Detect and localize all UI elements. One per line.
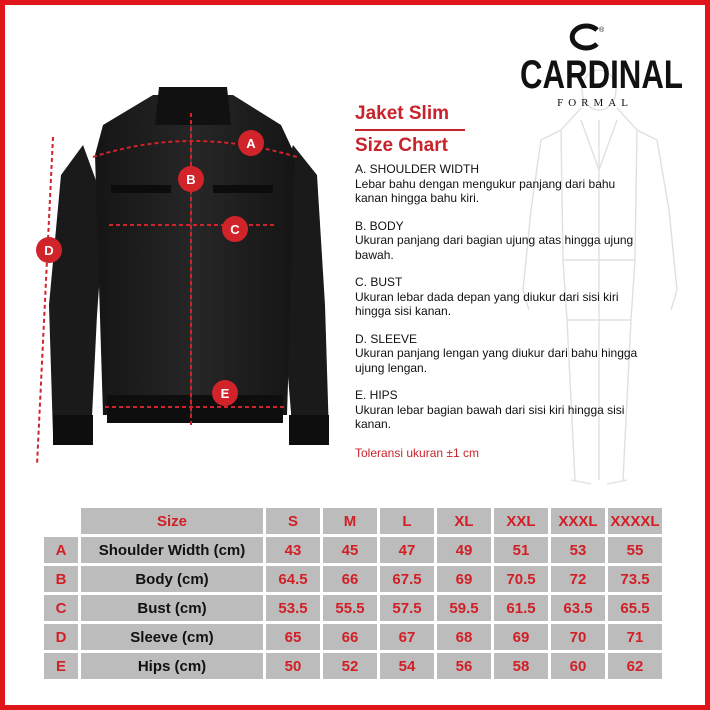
table-cell: 57.5 <box>380 595 434 621</box>
marker-c <box>222 216 248 242</box>
header-size: Size <box>81 508 263 534</box>
table-cell: 62 <box>608 653 662 679</box>
table-row <box>44 566 662 592</box>
table-cell: 50 <box>266 653 320 679</box>
row-label: Bust (cm) <box>81 595 263 621</box>
brand-subtitle: FORMAL <box>557 97 633 109</box>
title-divider <box>355 129 465 131</box>
desc-body <box>355 219 645 263</box>
table-cell: 55 <box>608 537 662 563</box>
table-cell: 64.5 <box>266 566 320 592</box>
desc-text: Ukuran panjang dari bagian ujung atas hingga ujung bawah. <box>355 233 634 262</box>
svg-text:C: C <box>230 222 240 237</box>
table-row <box>44 595 662 621</box>
header-l: L <box>380 508 434 534</box>
jacket-collar <box>155 87 231 125</box>
desc-heading: E. HIPS <box>355 388 398 402</box>
table-cell: 54 <box>380 653 434 679</box>
table-cell: 58 <box>494 653 548 679</box>
marker-e <box>212 380 238 406</box>
table-row <box>44 624 662 650</box>
table-cell: 51 <box>494 537 548 563</box>
chart-titles <box>355 103 465 157</box>
row-label: Sleeve (cm) <box>81 624 263 650</box>
table-cell: 55.5 <box>323 595 377 621</box>
desc-sleeve <box>355 332 645 376</box>
desc-text: Ukuran panjang lengan yang diukur dari bahu hingga ujung lengan. <box>355 346 638 375</box>
svg-text:®: ® <box>599 27 605 34</box>
table-cell: 56 <box>437 653 491 679</box>
row-letter: C <box>44 595 78 621</box>
header-xl: XL <box>437 508 491 534</box>
header-blank-cell <box>44 508 78 534</box>
desc-hips <box>355 388 645 432</box>
marker-d <box>36 237 62 263</box>
measurement-descriptions <box>355 162 645 445</box>
table-cell: 61.5 <box>494 595 548 621</box>
svg-text:B: B <box>186 172 196 187</box>
table-cell: 65.5 <box>608 595 662 621</box>
desc-text: Ukuran lebar dada depan yang diukur dari sisi kiri hingga sisi kanan. <box>355 289 619 318</box>
table-cell: 65 <box>266 624 320 650</box>
table-cell: 59.5 <box>437 595 491 621</box>
table-cell: 52 <box>323 653 377 679</box>
cardinal-c-mark-icon <box>565 23 605 51</box>
table-cell: 66 <box>323 566 377 592</box>
row-label: Hips (cm) <box>81 653 263 679</box>
product-title: Jaket Slim <box>355 103 449 124</box>
size-table <box>41 505 665 682</box>
table-cell: 70.5 <box>494 566 548 592</box>
table-cell: 47 <box>380 537 434 563</box>
table-cell: 69 <box>494 624 548 650</box>
header-xxl: XXL <box>494 508 548 534</box>
table-cell: 43 <box>266 537 320 563</box>
jacket-illustration <box>13 65 353 485</box>
table-cell: 53.5 <box>266 595 320 621</box>
table-cell: 63.5 <box>551 595 605 621</box>
header-xxxxl: XXXXL <box>608 508 662 534</box>
desc-heading: A. SHOULDER WIDTH <box>355 162 480 176</box>
marker-a <box>238 130 264 156</box>
desc-heading: B. BODY <box>355 218 404 233</box>
table-row <box>44 653 662 679</box>
tolerance-note: Toleransi ukuran ±1 cm <box>355 446 479 460</box>
table-cell: 66 <box>323 624 377 650</box>
table-cell: 67 <box>380 624 434 650</box>
jacket-body <box>95 95 295 415</box>
table-cell: 69 <box>437 566 491 592</box>
table-header-row <box>44 508 662 534</box>
row-letter: E <box>44 653 78 679</box>
marker-b <box>178 166 204 192</box>
desc-heading: D. SLEEVE <box>355 331 418 346</box>
table-cell: 53 <box>551 537 605 563</box>
brand-logo <box>520 23 683 113</box>
header-xxxl: XXXL <box>551 508 605 534</box>
header-s: S <box>266 508 320 534</box>
row-letter: B <box>44 566 78 592</box>
size-chart-title: Size Chart <box>355 135 448 156</box>
svg-text:D: D <box>44 243 54 258</box>
table-cell: 60 <box>551 653 605 679</box>
row-label: Body (cm) <box>81 566 263 592</box>
brand-name: CARDINAL <box>520 53 683 97</box>
row-label: Shoulder Width (cm) <box>81 537 263 563</box>
table-cell: 67.5 <box>380 566 434 592</box>
header-m: M <box>323 508 377 534</box>
table-cell: 45 <box>323 537 377 563</box>
desc-text: Ukuran lebar bagian bawah dari sisi kiri hingga sisi kanan. <box>355 402 625 431</box>
desc-heading: C. BUST <box>355 275 403 289</box>
table-cell: 73.5 <box>608 566 662 592</box>
desc-shoulder-width <box>355 162 645 206</box>
table-cell: 71 <box>608 624 662 650</box>
table-row <box>44 537 662 563</box>
desc-text: Lebar bahu dengan mengukur panjang dari bahu kanan hingga bahu kiri. <box>355 176 616 205</box>
svg-text:A: A <box>246 136 256 151</box>
table-cell: 72 <box>551 566 605 592</box>
desc-bust <box>355 275 645 319</box>
table-cell: 49 <box>437 537 491 563</box>
table-cell: 68 <box>437 624 491 650</box>
row-letter: A <box>44 537 78 563</box>
table-cell: 70 <box>551 624 605 650</box>
svg-text:E: E <box>220 386 230 401</box>
row-letter: D <box>44 624 78 650</box>
